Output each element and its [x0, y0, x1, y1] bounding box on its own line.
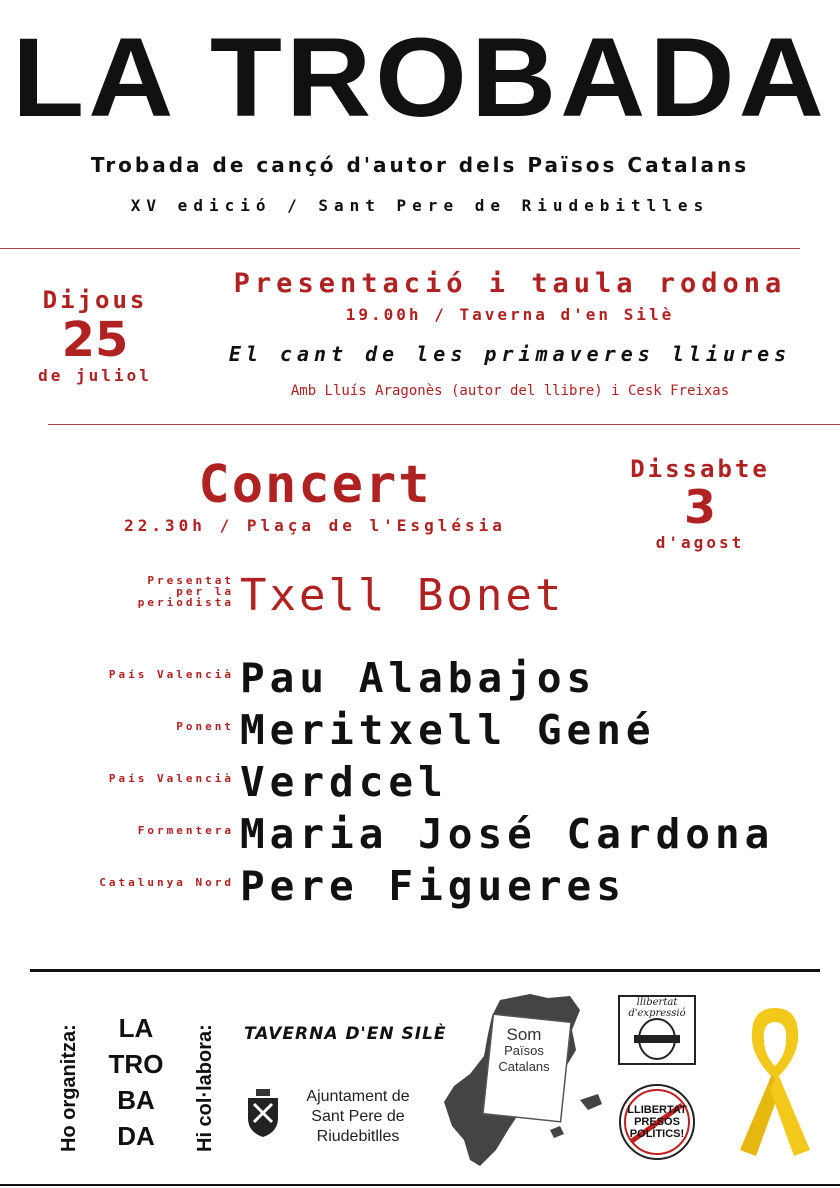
host-name: Txell Bonet — [240, 570, 565, 621]
artist-row — [0, 810, 840, 860]
artist-origin: País Valencià — [108, 772, 234, 785]
artist-origin: Formentera — [137, 824, 234, 837]
presentation-title: Presentació i taula rodona — [233, 268, 787, 299]
artist-name: Pau Alabajos — [240, 654, 597, 702]
poster-subtitle: Trobada de cançó d'autor dels Països Catalans — [90, 153, 750, 177]
logo-line: DA — [117, 1121, 155, 1151]
logo-line: LA — [118, 1013, 154, 1043]
artist-name: Pere Figueres — [240, 862, 626, 910]
artist-name: Verdcel — [240, 758, 448, 806]
concert-day-name: Dissabte — [630, 455, 770, 483]
footer-divider — [30, 969, 820, 972]
presentation-time-place: 19.00h / Taverna d'en Silè — [345, 305, 675, 324]
artist-origin: Ponent — [176, 720, 234, 733]
logo-line: BA — [117, 1085, 155, 1115]
artist-row — [0, 758, 840, 808]
yellow-ribbon-icon — [730, 1000, 820, 1160]
concert-time-place: 22.30h / Plaça de l'Església — [124, 516, 506, 535]
presos-line: PRESOS — [634, 1116, 680, 1128]
council-line: Ajuntament de — [306, 1088, 410, 1105]
logo-line: TRO — [108, 1049, 164, 1079]
paisos-catalans-map-icon — [430, 990, 610, 1170]
artist-origin: Catalunya Nord — [99, 876, 234, 889]
council-line: Sant Pere de — [311, 1108, 405, 1125]
organizer-label: Ho organitza: — [58, 1024, 80, 1152]
concert-day-number: 3 — [683, 480, 716, 534]
host-label-line: per la — [176, 585, 234, 598]
host-label-line: Presentat — [147, 574, 234, 587]
poster-title: LA TROBADA — [12, 15, 828, 141]
presentation-month: de juliol — [38, 366, 152, 385]
artist-name: Maria José Cardona — [240, 810, 775, 858]
som-paisos-catalans-text — [488, 1027, 560, 1075]
council-line: Riudebitlles — [316, 1128, 400, 1145]
presentation-day-name: Dijous — [42, 286, 148, 314]
council-name — [292, 1087, 424, 1147]
som-line: Som — [506, 1025, 542, 1044]
artist-row — [0, 706, 840, 756]
llibertat-text — [620, 997, 694, 1019]
host-label — [60, 575, 234, 608]
presentation-guests: Amb Lluís Aragonès (autor del llibre) i Cesk Freixas — [290, 383, 730, 399]
som-line: Països — [504, 1043, 544, 1058]
artist-row — [0, 654, 840, 704]
llibertat-line: llibertat — [636, 997, 678, 1008]
artist-row — [0, 862, 840, 912]
artist-name: Meritxell Gené — [240, 706, 656, 754]
artist-origin: País Valencià — [108, 668, 234, 681]
llibertat-line: d'expressió — [628, 1008, 686, 1019]
council-crest-icon — [244, 1088, 282, 1138]
la-trobada-logo — [96, 1010, 176, 1154]
presentation-day-number: 25 — [61, 312, 129, 368]
taverna-logo: TAVERNA D'EN SILÈ — [244, 1024, 447, 1044]
som-line: Catalans — [498, 1059, 550, 1074]
edition-line: XV edició / Sant Pere de Riudebitlles — [130, 196, 710, 215]
presos-line: LLIBERTAT — [627, 1104, 687, 1116]
presos-line: POLÍTICS! — [629, 1128, 685, 1140]
concert-title: Concert — [198, 455, 432, 515]
bottom-edge-line — [0, 1184, 840, 1186]
collaborator-label: Hi col·labora: — [194, 1024, 216, 1152]
presentation-topic: El cant de les primaveres lliures — [228, 342, 792, 366]
concert-month: d'agost — [655, 533, 745, 552]
divider-middle — [48, 424, 840, 425]
host-label-line: periodista — [137, 596, 234, 609]
divider-top — [0, 248, 800, 249]
presos-politics-text — [622, 1104, 692, 1140]
